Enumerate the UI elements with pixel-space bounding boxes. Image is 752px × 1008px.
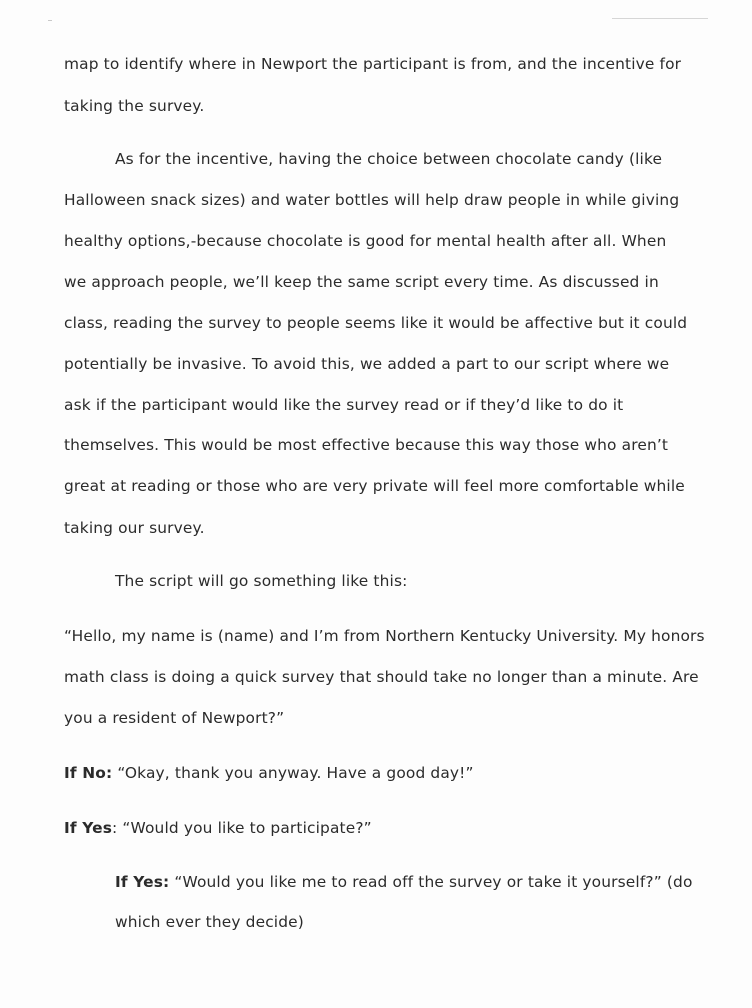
- if-yes-nested-line-2: which ever they decide): [115, 913, 304, 931]
- scan-artifact-top-left: [48, 20, 52, 21]
- if-no-text: “Okay, thank you anyway. Have a good day!”: [112, 764, 474, 782]
- paragraph-2-line-6: potentially be invasive. To avoid this, we added a part to our script where we: [64, 355, 670, 373]
- script-quote-line-2: math class is doing a quick survey that should take no longer than a minute. Are: [64, 668, 699, 686]
- script-quote-line-3: you a resident of Newport?”: [64, 709, 285, 727]
- paragraph-2-line-3: healthy options,-because chocolate is good for mental health after all. When: [64, 232, 667, 250]
- if-no-line: [64, 763, 474, 783]
- paragraph-1-line-2: taking the survey.: [64, 97, 205, 115]
- if-yes-nested-text: “Would you like me to read off the survey or take it yourself?” (do: [169, 873, 693, 891]
- if-yes-line: [64, 818, 372, 838]
- scan-artifact-top-right: [612, 18, 708, 19]
- if-yes-nested-line-1: [115, 872, 693, 892]
- paragraph-2-line-5: class, reading the survey to people seems like it would be affective but it could: [64, 314, 688, 332]
- paragraph-2-line-2: Halloween snack sizes) and water bottles will help draw people in while giving: [64, 191, 680, 209]
- if-yes-nested-label: If Yes:: [115, 873, 170, 891]
- paragraph-2-line-10: taking our survey.: [64, 519, 205, 537]
- script-quote-line-1: “Hello, my name is (name) and I’m from Northern Kentucky University. My honors: [64, 627, 705, 645]
- paragraph-2-line-9: great at reading or those who are very private will feel more comfortable while: [64, 477, 685, 495]
- paragraph-2-line-7: ask if the participant would like the survey read or if they’d like to do it: [64, 396, 624, 414]
- if-no-label: If No:: [64, 764, 113, 782]
- script-intro: The script will go something like this:: [115, 572, 408, 590]
- paragraph-2-line-4: we approach people, we’ll keep the same script every time. As discussed in: [64, 273, 659, 291]
- paragraph-1-line-1: map to identify where in Newport the participant is from, and the incentive for: [64, 55, 682, 73]
- if-yes-label: If Yes: [64, 819, 113, 837]
- paragraph-2-line-1: As for the incentive, having the choice between chocolate candy (like: [115, 150, 663, 168]
- if-yes-text: : “Would you like to participate?”: [112, 819, 372, 837]
- paragraph-2-line-8: themselves. This would be most effective because this way those who aren’t: [64, 436, 669, 454]
